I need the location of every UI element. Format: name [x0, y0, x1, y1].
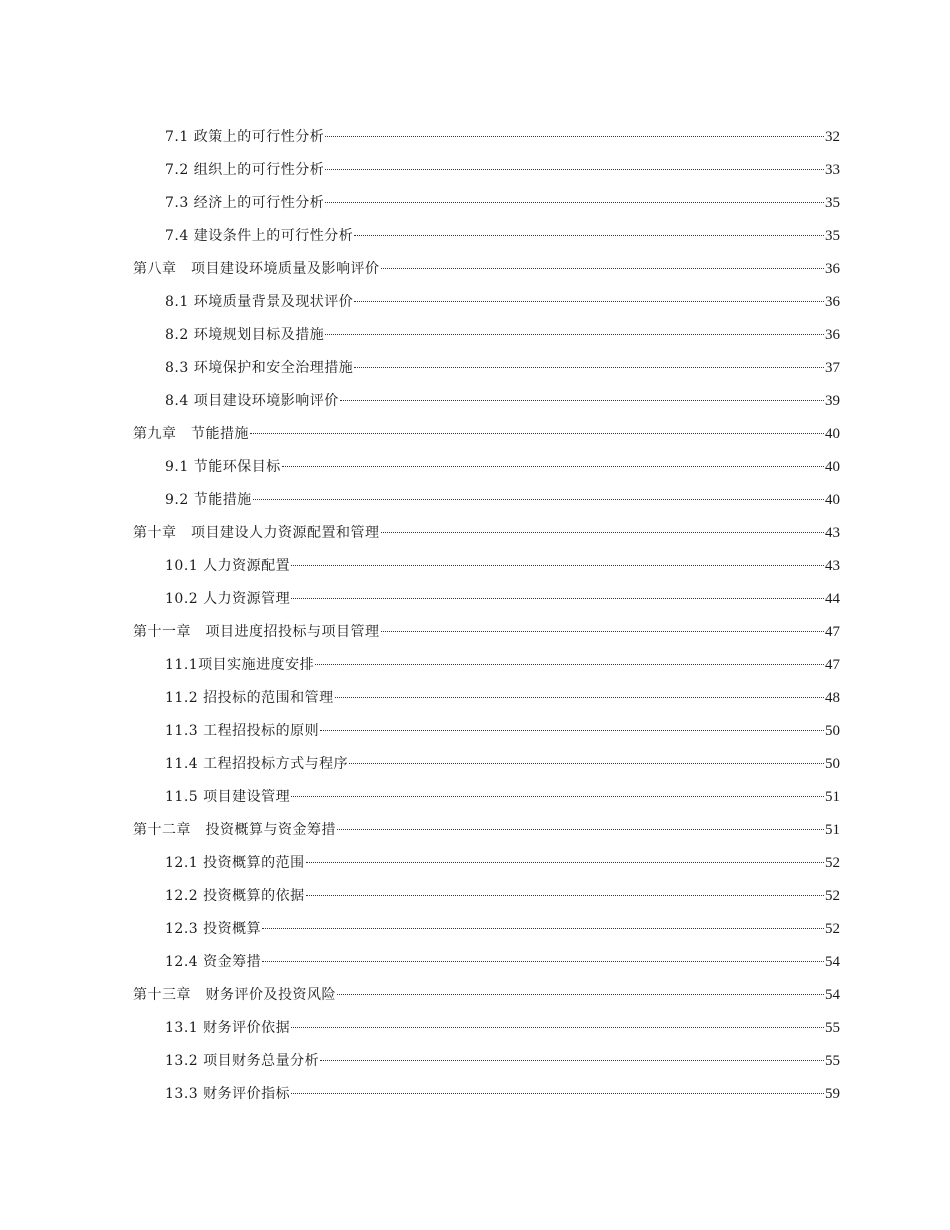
toc-entry-label: 12.3 投资概算 [165, 921, 262, 937]
toc-entry[interactable] [133, 715, 840, 748]
dot-leader [282, 466, 824, 467]
toc-entry-label: 7.1 政策上的可行性分析 [165, 129, 325, 145]
dot-leader [337, 994, 824, 995]
table-of-contents [133, 121, 840, 1111]
toc-entry-page: 52 [825, 888, 840, 904]
toc-entry[interactable] [133, 1012, 840, 1045]
toc-entry[interactable] [133, 649, 840, 682]
toc-chapter-entry[interactable] [133, 814, 840, 847]
dot-leader [381, 532, 825, 533]
toc-entry-page: 59 [825, 1086, 840, 1102]
toc-entry-page: 52 [825, 921, 840, 937]
toc-entry-page: 39 [825, 393, 840, 409]
toc-chapter-entry[interactable] [133, 517, 840, 550]
toc-entry-page: 52 [825, 855, 840, 871]
toc-entry-page: 35 [825, 228, 840, 244]
toc-entry-page: 48 [825, 690, 840, 706]
dot-leader [291, 796, 824, 797]
dot-leader [320, 1060, 824, 1061]
toc-entry-page: 35 [825, 195, 840, 211]
toc-entry[interactable] [133, 187, 840, 220]
toc-entry-label: 第十三章 财务评价及投资风险 [133, 987, 336, 1003]
dot-leader [340, 400, 824, 401]
toc-entry-label: 11.2 招投标的范围和管理 [165, 690, 334, 706]
dot-leader [337, 829, 824, 830]
toc-chapter-entry[interactable] [133, 253, 840, 286]
toc-entry-label: 9.2 节能措施 [165, 492, 252, 508]
toc-entry-page: 40 [825, 492, 840, 508]
toc-entry[interactable] [133, 847, 840, 880]
toc-entry-page: 55 [825, 1020, 840, 1036]
toc-entry-label: 7.4 建设条件上的可行性分析 [165, 228, 354, 244]
toc-entry-page: 36 [825, 294, 840, 310]
dot-leader [354, 235, 824, 236]
toc-entry-page: 51 [825, 822, 840, 838]
dot-leader [291, 565, 824, 566]
toc-chapter-entry[interactable] [133, 418, 840, 451]
toc-entry[interactable] [133, 913, 840, 946]
toc-entry-label: 12.2 投资概算的依据 [165, 888, 305, 904]
toc-entry-label: 第十二章 投资概算与资金筹措 [133, 822, 336, 838]
dot-leader [253, 499, 824, 500]
dot-leader [306, 895, 824, 896]
toc-entry[interactable] [133, 220, 840, 253]
toc-entry-page: 50 [825, 756, 840, 772]
toc-entry-page: 32 [825, 129, 840, 145]
toc-entry-page: 51 [825, 789, 840, 805]
toc-entry-page: 54 [825, 987, 840, 1003]
toc-entry-label: 10.1 人力资源配置 [165, 558, 291, 574]
dot-leader [320, 730, 824, 731]
toc-entry[interactable] [133, 352, 840, 385]
toc-entry[interactable] [133, 484, 840, 517]
dot-leader [381, 268, 825, 269]
toc-entry-label: 第十章 项目建设人力资源配置和管理 [133, 525, 380, 541]
toc-entry[interactable] [133, 154, 840, 187]
toc-entry-label: 8.4 项目建设环境影响评价 [165, 393, 339, 409]
toc-entry-label: 12.1 投资概算的范围 [165, 855, 305, 871]
toc-entry-label: 8.3 环境保护和安全治理措施 [165, 360, 354, 376]
toc-entry-page: 43 [825, 558, 840, 574]
toc-entry[interactable] [133, 319, 840, 352]
dot-leader [335, 697, 824, 698]
dot-leader [291, 598, 824, 599]
dot-leader [250, 433, 824, 434]
toc-entry-label: 9.1 节能环保目标 [165, 459, 281, 475]
toc-entry-page: 40 [825, 459, 840, 475]
toc-entry-page: 55 [825, 1053, 840, 1069]
dot-leader [325, 334, 824, 335]
dot-leader [325, 136, 824, 137]
toc-entry-label: 12.4 资金筹措 [165, 954, 262, 970]
toc-entry-page: 36 [825, 327, 840, 343]
dot-leader [349, 763, 824, 764]
toc-entry-label: 7.2 组织上的可行性分析 [165, 162, 325, 178]
toc-entry[interactable] [133, 451, 840, 484]
toc-entry-page: 37 [825, 360, 840, 376]
toc-entry-page: 47 [825, 624, 840, 640]
toc-entry-page: 36 [825, 261, 840, 277]
toc-entry-label: 第八章 项目建设环境质量及影响评价 [133, 261, 380, 277]
toc-entry-label: 11.1项目实施进度安排 [165, 657, 315, 673]
toc-entry-label: 10.2 人力资源管理 [165, 591, 291, 607]
toc-entry[interactable] [133, 121, 840, 154]
toc-entry[interactable] [133, 385, 840, 418]
toc-entry-label: 13.1 财务评价依据 [165, 1020, 291, 1036]
toc-entry[interactable] [133, 1078, 840, 1111]
toc-entry-label: 8.1 环境质量背景及现状评价 [165, 294, 354, 310]
toc-entry-page: 43 [825, 525, 840, 541]
toc-entry-label: 11.5 项目建设管理 [165, 789, 291, 805]
toc-entry-label: 11.3 工程招投标的原则 [165, 723, 320, 739]
toc-entry-page: 33 [825, 162, 840, 178]
toc-entry-page: 50 [825, 723, 840, 739]
toc-entry[interactable] [133, 1045, 840, 1078]
toc-entry[interactable] [133, 748, 840, 781]
toc-entry[interactable] [133, 682, 840, 715]
toc-entry[interactable] [133, 583, 840, 616]
dot-leader [325, 169, 824, 170]
toc-entry-page: 40 [825, 426, 840, 442]
dot-leader [291, 1027, 824, 1028]
toc-entry[interactable] [133, 946, 840, 979]
toc-entry-label: 13.2 项目财务总量分析 [165, 1053, 320, 1069]
toc-entry[interactable] [133, 550, 840, 583]
toc-chapter-entry[interactable] [133, 616, 840, 649]
toc-entry-label: 13.3 财务评价指标 [165, 1086, 291, 1102]
dot-leader [291, 1093, 824, 1094]
dot-leader [262, 928, 824, 929]
toc-entry-page: 54 [825, 954, 840, 970]
toc-entry[interactable] [133, 880, 840, 913]
toc-entry-label: 7.3 经济上的可行性分析 [165, 195, 325, 211]
dot-leader [354, 367, 824, 368]
toc-entry-label: 第九章 节能措施 [133, 426, 249, 442]
dot-leader [381, 631, 825, 632]
toc-entry[interactable] [133, 286, 840, 319]
toc-entry-page: 47 [825, 657, 840, 673]
dot-leader [325, 202, 824, 203]
toc-entry[interactable] [133, 781, 840, 814]
dot-leader [315, 664, 824, 665]
dot-leader [306, 862, 824, 863]
toc-entry-label: 第十一章 项目进度招投标与项目管理 [133, 624, 380, 640]
toc-chapter-entry[interactable] [133, 979, 840, 1012]
dot-leader [354, 301, 824, 302]
dot-leader [262, 961, 824, 962]
toc-entry-label: 8.2 环境规划目标及措施 [165, 327, 325, 343]
toc-entry-page: 44 [825, 591, 840, 607]
toc-entry-label: 11.4 工程招投标方式与程序 [165, 756, 349, 772]
